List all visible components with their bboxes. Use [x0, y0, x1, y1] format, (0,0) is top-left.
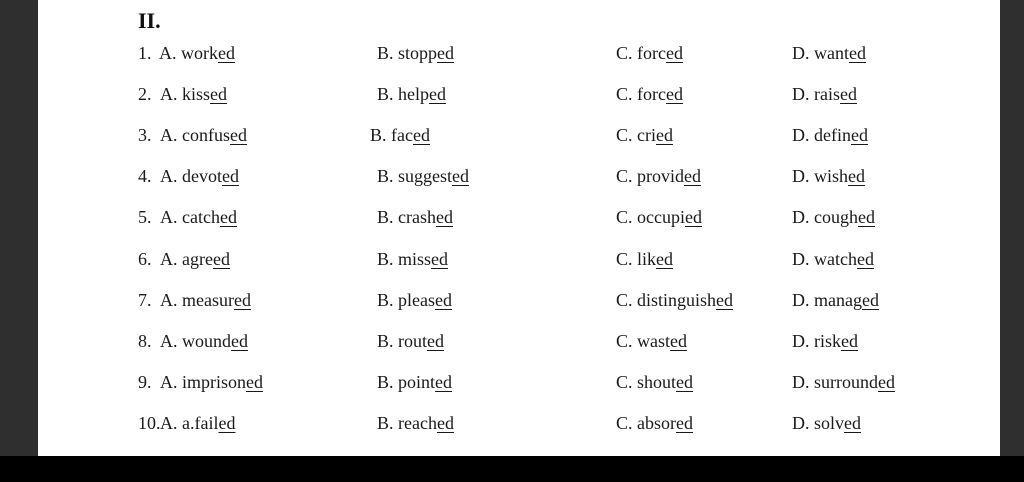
option-letter: D.	[792, 249, 810, 269]
word-stem: pleas	[398, 290, 435, 310]
underlined-suffix: ed	[858, 207, 875, 227]
option-letter: A.	[160, 125, 178, 145]
underlined-suffix: ed	[231, 331, 248, 351]
question-number: 2.	[138, 84, 152, 104]
option-c	[616, 249, 673, 270]
option-letter: C.	[616, 84, 633, 104]
option-a	[160, 249, 230, 270]
word-stem: work	[181, 43, 218, 63]
option-letter: C.	[616, 43, 633, 63]
option-letter: C.	[616, 166, 633, 186]
option-letter: D.	[792, 372, 810, 392]
underlined-suffix: ed	[452, 166, 470, 186]
option-letter: A.	[160, 166, 178, 186]
question-number: 9.	[138, 372, 152, 392]
section-heading: II.	[138, 8, 161, 33]
option-c	[616, 125, 673, 146]
option-c	[616, 331, 687, 352]
option-b	[377, 84, 446, 105]
bottom-bar	[0, 456, 1024, 482]
underlined-suffix: ed	[676, 413, 694, 433]
option-b	[377, 290, 452, 311]
option-d	[792, 290, 879, 311]
option-d	[792, 207, 875, 228]
option-letter: D.	[792, 43, 810, 63]
option-letter: B.	[377, 331, 394, 351]
option-letter: B.	[377, 166, 394, 186]
option-b	[377, 249, 448, 270]
option-letter: B.	[377, 207, 394, 227]
option-letter: C.	[616, 372, 633, 392]
option-a	[160, 166, 239, 187]
option-letter: B.	[377, 413, 394, 433]
word-stem: solv	[814, 413, 845, 433]
question-row	[38, 43, 1000, 73]
word-stem: point	[398, 372, 436, 392]
word-stem: rout	[398, 331, 428, 351]
word-stem: lik	[637, 249, 657, 269]
underlined-suffix: ed	[212, 249, 230, 269]
option-c	[616, 290, 733, 311]
option-letter: C.	[616, 331, 633, 351]
word-stem: defin	[814, 125, 851, 145]
word-stem: agre	[182, 249, 213, 269]
option-d	[792, 331, 858, 352]
option-letter: D.	[792, 207, 810, 227]
option-c	[616, 84, 683, 105]
underlined-suffix: ed	[233, 290, 251, 310]
word-stem: catch	[182, 207, 220, 227]
option-d	[792, 249, 874, 270]
option-b	[377, 166, 469, 187]
question-number: 6.	[138, 249, 152, 269]
option-letter: D.	[792, 125, 810, 145]
underlined-suffix: ed	[230, 125, 247, 145]
question-number: 5.	[138, 207, 152, 227]
question-row	[38, 207, 1000, 237]
option-c	[616, 43, 683, 64]
word-stem: absor	[637, 413, 677, 433]
word-stem: miss	[398, 249, 432, 269]
option-b	[370, 125, 430, 146]
word-stem: occupi	[637, 207, 685, 227]
underlined-suffix: ed	[849, 43, 866, 63]
word-stem: a.fail	[182, 413, 219, 433]
underlined-suffix: ed	[427, 331, 445, 351]
option-a	[160, 207, 237, 228]
underlined-suffix: ed	[676, 372, 694, 392]
option-letter: B.	[377, 290, 394, 310]
underlined-suffix: ed	[856, 249, 874, 269]
option-d	[792, 43, 866, 64]
option-letter: D.	[792, 413, 810, 433]
question-row	[38, 84, 1000, 114]
underlined-suffix: ed	[435, 372, 453, 392]
option-b	[377, 372, 452, 393]
option-letter: D.	[792, 84, 810, 104]
underlined-suffix: ed	[436, 413, 454, 433]
question-number: 1.	[138, 43, 152, 63]
question-row	[38, 166, 1000, 196]
option-letter: B.	[377, 84, 394, 104]
word-stem: suggest	[398, 166, 453, 186]
option-letter: D.	[792, 166, 810, 186]
option-d	[792, 372, 895, 393]
word-stem: help	[398, 84, 430, 104]
question-number: 10.	[138, 413, 161, 433]
word-stem: cri	[637, 125, 656, 145]
underlined-suffix: ed	[435, 290, 452, 310]
option-letter: A.	[160, 331, 178, 351]
option-d	[792, 413, 861, 434]
question-row	[38, 331, 1000, 361]
underlined-suffix: ed	[685, 207, 702, 227]
option-a	[160, 413, 235, 434]
word-stem: fac	[391, 125, 413, 145]
question-number: 3.	[138, 125, 152, 145]
underlined-suffix: ed	[684, 166, 702, 186]
option-d	[792, 84, 857, 105]
underlined-suffix: ed	[666, 43, 683, 63]
option-d	[792, 166, 865, 187]
word-stem: want	[814, 43, 849, 63]
option-letter: C.	[616, 207, 633, 227]
question-row	[38, 413, 1000, 443]
option-b	[377, 331, 444, 352]
option-letter: A.	[160, 290, 178, 310]
option-letter: B.	[370, 125, 387, 145]
underlined-suffix: ed	[840, 84, 857, 104]
option-c	[616, 372, 693, 393]
word-stem: manag	[814, 290, 862, 310]
word-stem: kiss	[182, 84, 211, 104]
option-a	[160, 290, 251, 311]
word-stem: wast	[637, 331, 671, 351]
option-a	[160, 125, 247, 146]
underlined-suffix: ed	[670, 331, 688, 351]
word-stem: shout	[637, 372, 677, 392]
option-c	[616, 207, 702, 228]
option-letter: C.	[616, 290, 633, 310]
option-b	[377, 413, 454, 434]
word-stem: confus	[182, 125, 230, 145]
option-a	[160, 331, 248, 352]
option-letter: A.	[160, 249, 178, 269]
question-number: 8.	[138, 331, 152, 351]
option-letter: A.	[160, 207, 178, 227]
option-d	[792, 125, 868, 146]
option-b	[377, 43, 454, 64]
option-a	[160, 84, 227, 105]
option-letter: D.	[792, 331, 810, 351]
question-row	[38, 249, 1000, 279]
option-letter: C.	[616, 125, 633, 145]
word-stem: watch	[814, 249, 857, 269]
word-stem: wish	[814, 166, 849, 186]
word-stem: rais	[814, 84, 840, 104]
underlined-suffix: ed	[413, 125, 430, 145]
word-stem: surround	[814, 372, 878, 392]
option-a	[160, 372, 263, 393]
underlined-suffix: ed	[436, 207, 453, 227]
underlined-suffix: ed	[656, 125, 673, 145]
underlined-suffix: ed	[844, 413, 862, 433]
word-stem: crash	[398, 207, 436, 227]
option-a	[159, 43, 235, 64]
word-stem: risk	[814, 331, 841, 351]
option-letter: C.	[616, 413, 633, 433]
word-stem: reach	[398, 413, 437, 433]
word-stem: imprison	[182, 372, 247, 392]
option-letter: A.	[160, 372, 178, 392]
underlined-suffix: ed	[429, 84, 447, 104]
underlined-suffix: ed	[218, 413, 236, 433]
underlined-suffix: ed	[246, 372, 264, 392]
option-c	[616, 166, 701, 187]
underlined-suffix: ed	[222, 166, 239, 186]
option-letter: B.	[377, 372, 394, 392]
option-letter: A.	[159, 43, 177, 63]
underlined-suffix: ed	[878, 372, 895, 392]
word-stem: stopp	[398, 43, 438, 63]
option-letter: B.	[377, 43, 394, 63]
word-stem: distinguish	[637, 290, 717, 310]
option-letter: D.	[792, 290, 810, 310]
underlined-suffix: ed	[437, 43, 455, 63]
question-number: 7.	[138, 290, 152, 310]
option-b	[377, 207, 453, 228]
question-row	[38, 125, 1000, 155]
underlined-suffix: ed	[210, 84, 228, 104]
underlined-suffix: ed	[850, 125, 868, 145]
option-letter: C.	[616, 249, 633, 269]
word-stem: cough	[814, 207, 858, 227]
underlined-suffix: ed	[219, 207, 237, 227]
word-stem: provid	[637, 166, 685, 186]
worksheet-page	[38, 0, 1000, 456]
word-stem: devot	[182, 166, 222, 186]
question-row	[38, 290, 1000, 320]
word-stem: measur	[182, 290, 234, 310]
underlined-suffix: ed	[666, 84, 683, 104]
option-letter: B.	[377, 249, 394, 269]
underlined-suffix: ed	[218, 43, 235, 63]
underlined-suffix: ed	[431, 249, 449, 269]
underlined-suffix: ed	[716, 290, 734, 310]
underlined-suffix: ed	[656, 249, 674, 269]
underlined-suffix: ed	[841, 331, 858, 351]
question-number: 4.	[138, 166, 152, 186]
word-stem: forc	[637, 84, 666, 104]
option-letter: A.	[160, 413, 178, 433]
word-stem: forc	[637, 43, 666, 63]
option-letter: A.	[160, 84, 178, 104]
word-stem: wound	[182, 331, 231, 351]
underlined-suffix: ed	[861, 290, 879, 310]
question-row	[38, 372, 1000, 402]
option-c	[616, 413, 693, 434]
underlined-suffix: ed	[848, 166, 866, 186]
